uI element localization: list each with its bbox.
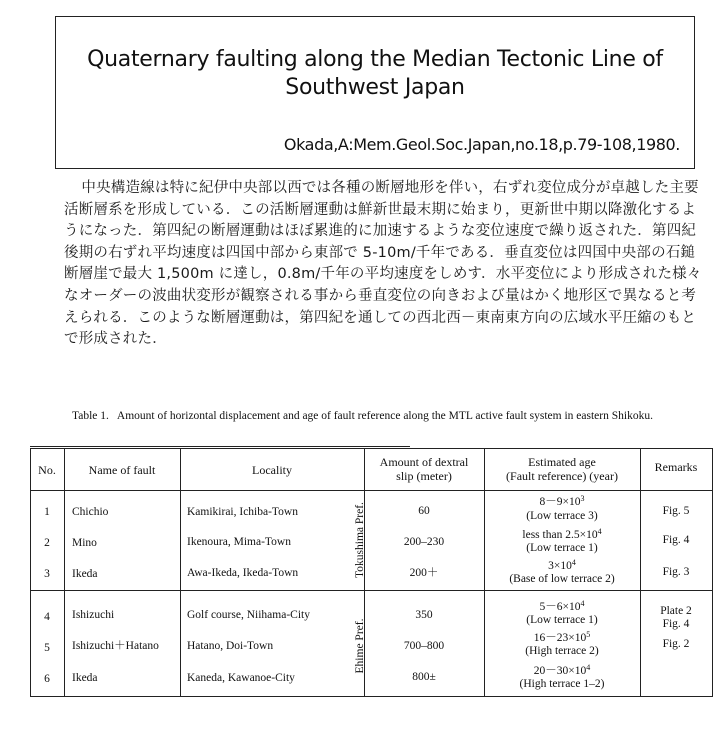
header-remarks: Remarks (654, 460, 698, 474)
row-2-locality: Ikenoura, Mima-Town (187, 536, 291, 548)
row-4-age-reference: (Low terrace 1) (526, 614, 598, 626)
header-slip-line-2: slip (meter) (396, 469, 452, 483)
row-6-slip: 800± (412, 671, 436, 683)
row-3-age-exponent: 4 (571, 558, 576, 567)
row-2-slip: 200–230 (403, 536, 445, 548)
row-5-age-value: 16－23×10 (533, 632, 587, 644)
table-bottom-rule (30, 696, 713, 697)
row-1-locality: Kamikirai, Ichiba-Town (187, 506, 298, 518)
row-5-name: Ishizuchi＋Hatano (72, 640, 159, 652)
row-4-age-exponent: 4 (580, 599, 585, 608)
row-2-age-reference: (Low terrace 1) (526, 542, 598, 554)
row-3-name: Ikeda (72, 568, 98, 580)
row-4-slip: 350 (415, 609, 433, 621)
row-5-age (484, 632, 640, 645)
table-top-rule (30, 448, 713, 449)
row-2-age-exponent: 4 (597, 527, 602, 536)
row-3-locality: Awa-Ikeda, Ikeda-Town (187, 567, 299, 579)
col-rule-7 (712, 448, 713, 696)
row-6-age-reference: (High terrace 1–2) (519, 678, 605, 690)
row-3-age-value: 3×10 (548, 560, 572, 572)
row-5-slip: 700–800 (403, 640, 445, 652)
paper-title-line-2: Southwest Japan (285, 75, 465, 100)
row-3-slip: 200＋ (409, 567, 439, 579)
row-6-age (484, 665, 640, 678)
header-box (55, 16, 695, 169)
header-bottom-rule (30, 490, 713, 491)
header-no: No. (38, 463, 56, 477)
row-3-age (484, 560, 640, 573)
paper-title (56, 46, 694, 102)
row-2-age-value: less than 2.5×10 (522, 529, 598, 541)
table-caption-number: Table 1. (72, 410, 109, 422)
header-age-line-1: Estimated age (528, 455, 596, 469)
row-4-name: Ishizuchi (72, 609, 115, 621)
row-5-locality: Hatano, Doi-Town (187, 640, 274, 652)
row-1-name: Chichio (72, 506, 109, 518)
row-6-age-value: 20－30×10 (533, 665, 587, 677)
table-caption-text: Amount of horizontal displacement and age of fault reference along the MTL active fault system in eastern Shikoku. (116, 410, 653, 422)
abstract (64, 178, 704, 351)
col-rule-2 (64, 448, 65, 696)
row-3-remarks: Fig. 3 (662, 566, 690, 578)
prefecture-label-tokushima: Tokushima Pref. (354, 502, 366, 578)
row-1-slip: 60 (418, 505, 430, 517)
row-6-locality: Kaneda, Kawanoe-City (187, 672, 295, 684)
row-5-remarks: Fig. 2 (662, 638, 690, 650)
row-1-age-value: 8－9×10 (539, 496, 581, 508)
row-4-locality: Golf course, Niihama-City (187, 609, 310, 621)
row-4-no: 4 (44, 611, 50, 623)
fault-table (30, 448, 713, 698)
row-4-remarks: Plate 2 (660, 605, 692, 617)
row-1-age-reference: (Low terrace 3) (526, 510, 598, 522)
citation: Okada,A:Mem.Geol.Soc.Japan,no.18,p.79-108,1980. (283, 135, 680, 154)
abstract-text: 中央構造線は特に紀伊中央部以西では各種の断層地形を伴い，右ずれ変位成分が卓越した主要活断層系を形成している．この活断層運動は鮮新世最末期に始まり，更新世中期以降激化するようになった．第四紀の断層運動はほぼ累進的に加速するような変位速度で繰り返された．第四紀後期の右ずれ平均速度は四国中部から東部で 5-10m/千年である．垂直変位は四国中央部の石鎚断層崖で最大 1,500m に達し，0.8m/千年の平均速度をしめす．水平変位により形成された様々なオーダーの波曲状変形が観察される事から垂直変位の向きおよび量はかく地形区で異なると考えられる．このような断層運動は，第四紀を通しての西北西－東南東方向の広域水平圧縮のもとで形成された． (64, 180, 702, 348)
row-5-age-reference: (High terrace 2) (525, 645, 599, 657)
header-slip-line-1: Amount of dextral (379, 455, 469, 469)
row-6-no: 6 (44, 673, 50, 685)
row-1-age-exponent: 3 (580, 494, 585, 503)
row-3-no: 3 (44, 568, 50, 580)
header-name: Name of fault (88, 463, 156, 477)
header-locality: Locality (252, 463, 292, 477)
col-rule-3 (180, 448, 181, 696)
caption-rule (30, 446, 410, 447)
row-4-remarks-line-2: Fig. 4 (662, 618, 690, 630)
row-2-age (484, 529, 640, 542)
row-6-name: Ikeda (72, 672, 98, 684)
row-4-age-value: 5－6×10 (539, 601, 581, 613)
row-5-age-exponent: 5 (586, 630, 591, 639)
group-separator-rule (30, 590, 713, 591)
row-1-remarks: Fig. 5 (662, 505, 690, 517)
row-2-name: Mino (72, 537, 97, 549)
row-3-age-reference: (Base of low terrace 2) (509, 573, 615, 585)
row-5-no: 5 (44, 642, 50, 654)
row-6-age-exponent: 4 (586, 663, 591, 672)
row-1-no: 1 (44, 506, 50, 518)
row-2-no: 2 (44, 537, 50, 549)
paper-title-line-1: Quaternary faulting along the Median Tectonic Line of (87, 47, 663, 72)
table-caption (72, 408, 712, 425)
row-2-remarks: Fig. 4 (662, 534, 690, 546)
header-age-line-2: (Fault reference) (year) (506, 469, 618, 483)
row-4-age (484, 601, 640, 614)
prefecture-label-ehime: Ehime Pref. (354, 618, 366, 674)
row-1-age (484, 496, 640, 509)
